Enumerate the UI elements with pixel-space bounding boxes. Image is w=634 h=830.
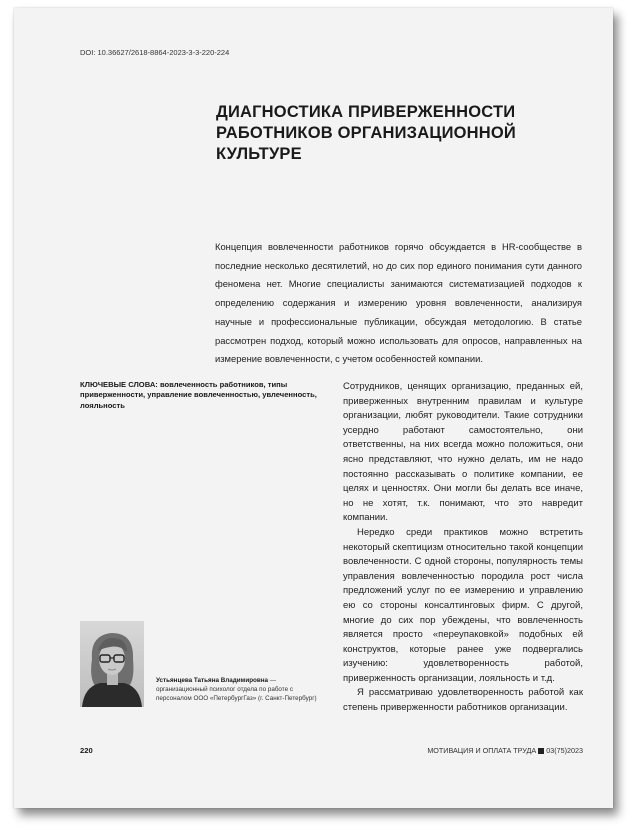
issue-number: 03(75)2023 [546, 746, 583, 755]
keywords-text: вовлеченность работников, типы приверженности, управление вовлеченностью, увлеченность, лояльность [80, 380, 317, 410]
body-text [343, 380, 583, 716]
body-paragraph-1: Сотрудников, ценящих организацию, преданных ей, приверженных внутренним правилам и культуре организации, любят руководители. Такие сотрудники усердно работают самостоятельно, они ответственны, на них всегда можно положиться, они ясно представляют, что нужно делать, им не надо постоянно рассказывать о политике компании, ее целях и ценностях. Они могли бы делать все иначе, но не хотят, т.к. понимают, что это навредит компании. [343, 381, 583, 524]
title-line-1: ДИАГНОСТИКА ПРИВЕРЖЕННОСТИ [216, 103, 516, 121]
author-description: — организационный психолог отдела по работе с персоналом ООО «ПетербургГаз» (г. Санкт-Петербург) [156, 677, 317, 703]
keywords [80, 380, 320, 411]
author-portrait-image [80, 621, 144, 707]
doi: DOI: 10.36627/2618-8864-2023-3-3-220-224 [80, 48, 230, 57]
running-footer [427, 746, 583, 755]
body-paragraph-3: Я рассматриваю удовлетворенность работой как степень приверженности работников организации. [343, 687, 583, 714]
author-photo [80, 621, 144, 707]
square-separator-icon [538, 748, 544, 754]
article-title [216, 102, 596, 165]
keywords-label: КЛЮЧЕВЫЕ СЛОВА: [80, 380, 158, 389]
title-line-2: РАБОТНИКОВ ОРГАНИЗАЦИОННОЙ КУЛЬТУРЕ [216, 124, 516, 163]
journal-name: МОТИВАЦИЯ И ОПЛАТА ТРУДА [427, 746, 537, 755]
author-info [156, 676, 326, 704]
author-name: Устьянцева Татьяна Владимировна [156, 677, 269, 684]
page-number: 220 [80, 746, 93, 755]
abstract: Концепция вовлеченности работников горячо обсуждается в HR-сообществе в последние несколько десятилетий, но до сих пор единого понимания сути данного феномена нет. Многие специалисты занимаются систематизацией подходов к определению содержания и измерению уровня вовлеченности, анализируя научные и профессиональные публикации, обсуждая методологию. В статье рассмотрен подход, который можно использовать для опросов, направленных на измерение вовлеченности, с учетом особенностей компании. [215, 241, 582, 365]
body-paragraph-2: Нередко среди практиков можно встретить некоторый скептицизм относительно такой концепции вовлеченности. С одной стороны, популярность темы управления вовлеченностью породила рост числа предложений услуг по ее измерению и управлению ею со стороны консалтинговых фирм. С другой, многие до сих пор убеждены, что вовлеченность является просто «переупаковкой» подобных ей конструктов, которые ранее уже подвергались изучению: удовлетворенность работой, приверженность организации, лояльность и т.д. [343, 526, 583, 684]
